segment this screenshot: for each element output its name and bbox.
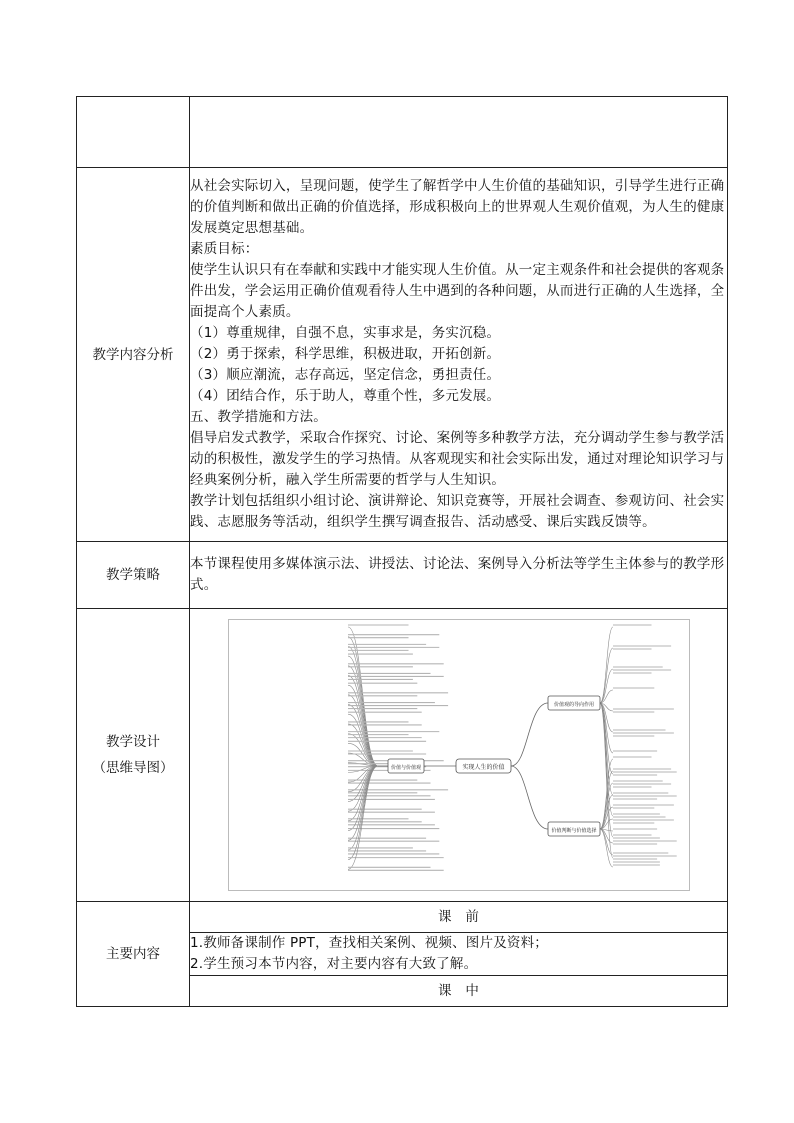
mindmap-left-node: 价值与价值观 xyxy=(390,765,421,771)
design-sublabel: （思维导图） xyxy=(92,760,174,776)
main-items-cell xyxy=(190,933,728,976)
strategy-label: 教学策略 xyxy=(77,542,190,609)
mindmap-center-node: 实现人生的价值 xyxy=(461,764,505,771)
analysis-paragraph: 倡导启发式教学，采取合作探究、讨论、案例等多种教学方法，充分调动学生参与教学活动的积极性，激发学生的学习热情。从客观现实和社会实际出发，通过对理论知识学习与经典案例分析，融入学生所需要的哲学与人生知识。 xyxy=(190,430,725,488)
design-label: 教学设计 xyxy=(106,734,160,750)
main-label: 主要内容 xyxy=(77,902,190,1007)
mindmap-right-top-node: 价值观的导向作用 xyxy=(553,702,594,708)
analysis-content xyxy=(190,168,728,542)
strategy-row xyxy=(77,542,728,609)
design-row xyxy=(77,609,728,902)
lesson-plan-table xyxy=(76,96,728,1007)
analysis-paragraph: （1）尊重规律，自强不息，实事求是，务实沉稳。 xyxy=(190,325,501,341)
blank-row xyxy=(77,97,728,168)
blank-label-cell xyxy=(77,97,190,168)
analysis-label: 教学内容分析 xyxy=(77,168,190,542)
in-class-heading: 课 中 xyxy=(190,976,728,1007)
before-class-heading: 课 前 xyxy=(190,902,728,933)
main-item: 1.教师备课制作 PPT，查找相关案例、视频、图片及资料； xyxy=(190,935,548,951)
analysis-paragraph: （3）顺应潮流，志存高远，坚定信念，勇担责任。 xyxy=(190,367,501,383)
analysis-paragraph: （2）勇于探索，科学思维，积极进取，开拓创新。 xyxy=(190,346,501,362)
analysis-paragraph: 教学计划包括组织小组讨论、演讲辩论、知识竞赛等，开展社会调查、参观访问、社会实践、志愿服务等活动，组织学生撰写调查报告、活动感受、课后实践反馈等。 xyxy=(190,493,725,530)
analysis-paragraph: 素质目标： xyxy=(190,241,259,257)
mindmap-image xyxy=(228,619,690,891)
strategy-content: 本节课程使用多媒体演示法、讲授法、讨论法、案例导入分析法等学生主体参与的教学形式。 xyxy=(190,542,728,609)
main-item: 2.学生预习本节内容，对主要内容有大致了解。 xyxy=(190,956,478,972)
main-before-row xyxy=(77,902,728,933)
mindmap-cell xyxy=(190,609,728,902)
blank-content-cell xyxy=(190,97,728,168)
analysis-paragraph: 五、教学措施和方法。 xyxy=(190,409,327,425)
mindmap-right-bottom-node: 价值判断与价值选择 xyxy=(550,828,597,834)
analysis-paragraph: 从社会实际切入，呈现问题，使学生了解哲学中人生价值的基础知识，引导学生进行正确的价值判断和做出正确的价值选择，形成积极向上的世界观人生观价值观，为人生的健康发展奠定思想基础。 xyxy=(190,178,725,236)
analysis-paragraph: （4）团结合作，乐于助人，尊重个性，多元发展。 xyxy=(190,388,501,404)
analysis-paragraph: 使学生认识只有在奉献和实践中才能实现人生价值。从一定主观条件和社会提供的客观条件出发，学会运用正确价值观看待人生中遇到的各种问题，从而进行正确的人生选择，全面提高个人素质。 xyxy=(190,262,725,320)
design-label-cell xyxy=(77,609,190,902)
analysis-row xyxy=(77,168,728,542)
